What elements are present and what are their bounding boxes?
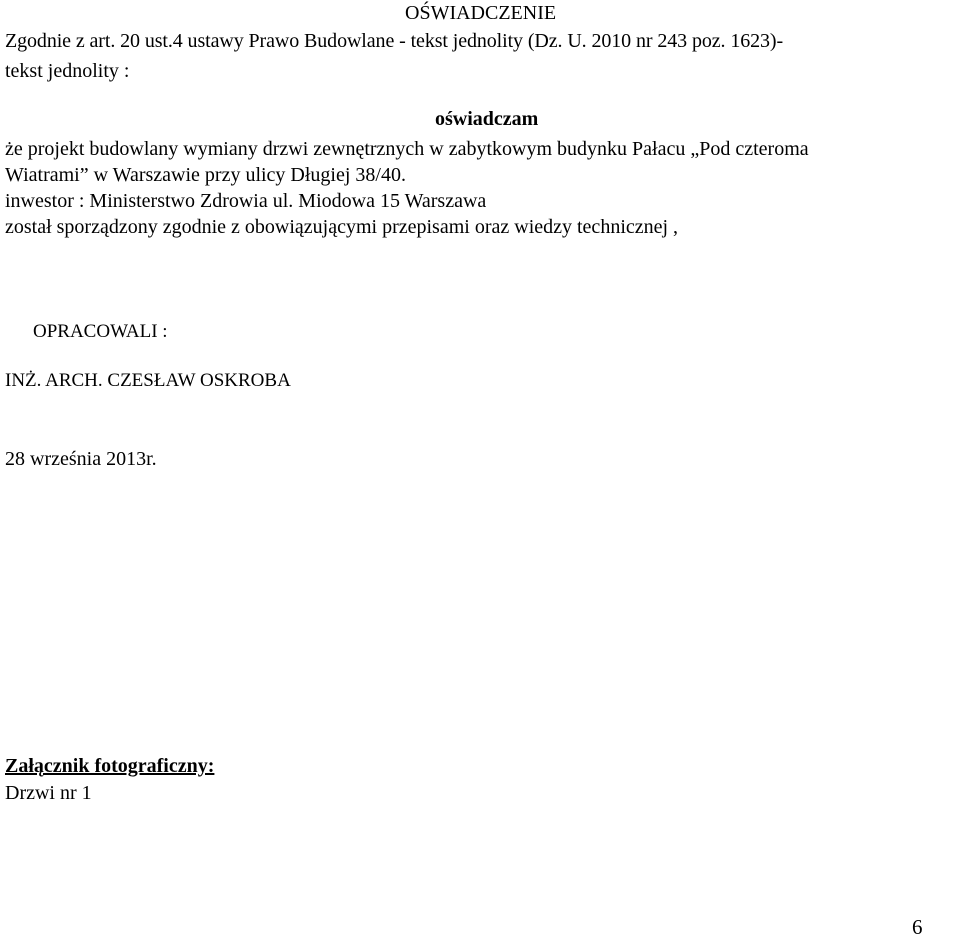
page-number: 6	[912, 915, 923, 939]
declaration-body-line-4: został sporządzony zgodnie z obowiązującymi przepisami oraz wiedzy technicznej ,	[5, 216, 679, 238]
legal-basis-line-2: tekst jednolity :	[5, 60, 130, 82]
investor-line: inwestor : Ministerstwo Zdrowia ul. Miodowa 15 Warszawa	[5, 190, 487, 212]
declaration-heading: oświadczam	[435, 108, 539, 130]
declaration-body-line-2: Wiatrami” w Warszawie przy ulicy Długiej 38/40.	[5, 164, 406, 186]
attachment-heading: Załącznik fotograficzny:	[5, 755, 215, 777]
author-name: INŻ. ARCH. CZESŁAW OSKROBA	[5, 370, 291, 391]
prepared-by-label: OPRACOWALI :	[33, 321, 168, 342]
document-title: OŚWIADCZENIE	[405, 2, 557, 24]
declaration-body-line-1: że projekt budowlany wymiany drzwi zewnętrznych w zabytkowym budynku Pałacu „Pod czteroma	[5, 138, 809, 160]
attachment-item: Drzwi nr 1	[5, 782, 92, 804]
document-date: 28 września 2013r.	[5, 448, 157, 470]
legal-basis-line-1: Zgodnie z art. 20 ust.4 ustawy Prawo Budowlane - tekst jednolity (Dz. U. 2010 nr 243 poz. 1623)-	[5, 30, 784, 52]
